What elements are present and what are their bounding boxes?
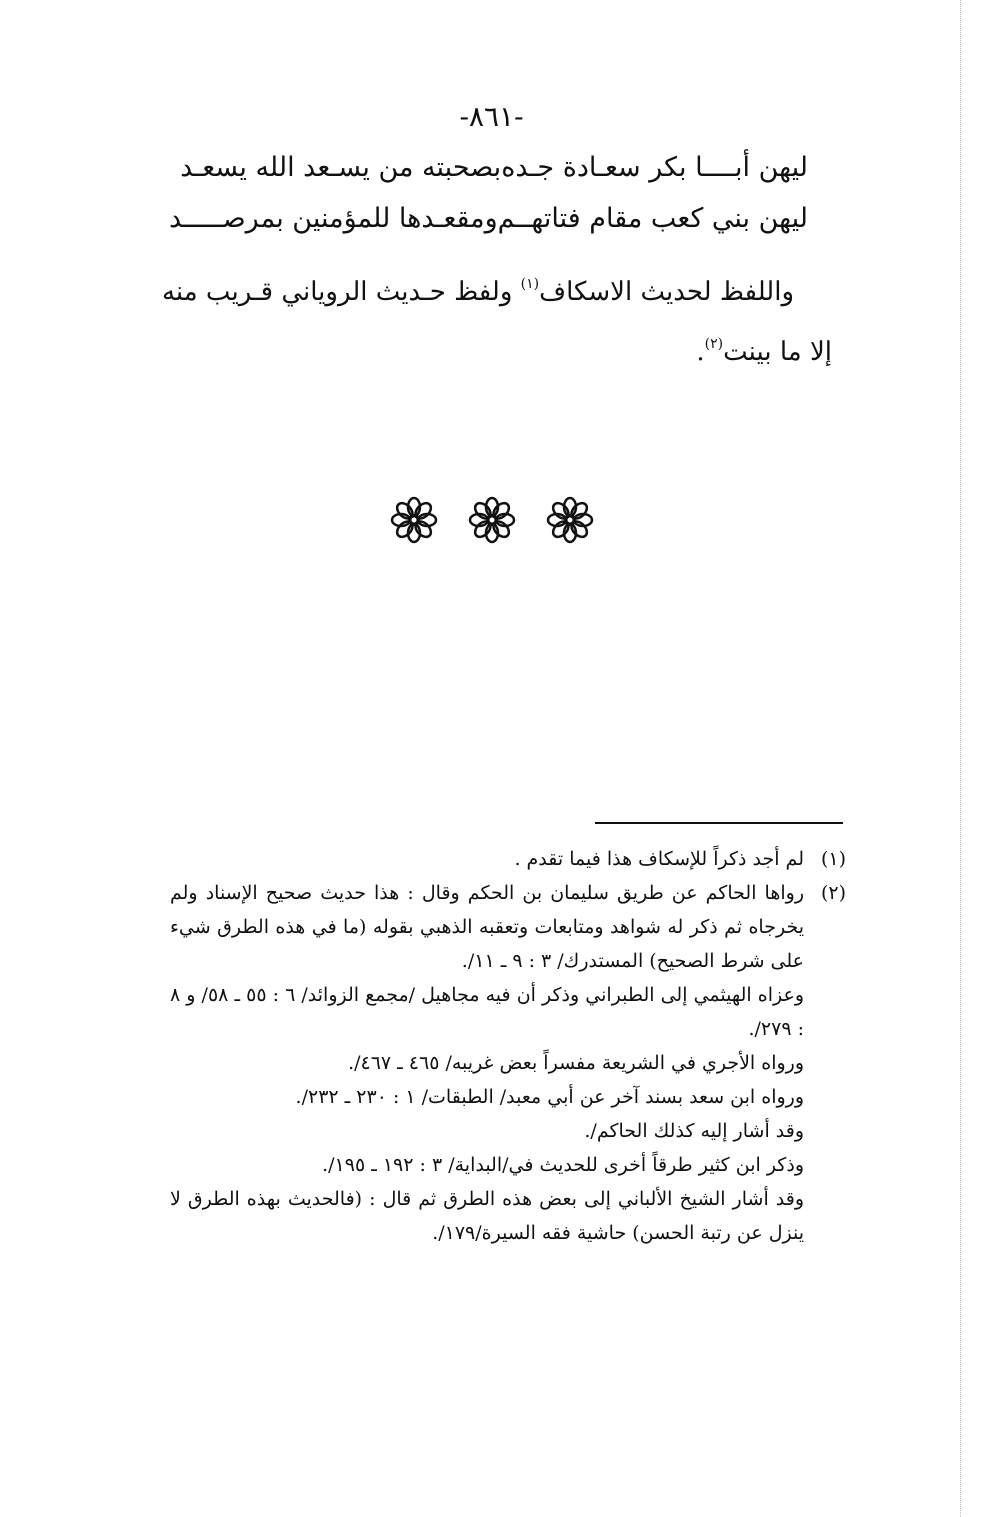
flower-rosette-icon: [544, 494, 596, 546]
paragraph-line: [160, 258, 832, 318]
body-paragraph: [160, 258, 832, 378]
text-run: واللفظ لحديث الاسكاف: [539, 277, 794, 307]
text-run: إلا ما بينت: [723, 337, 832, 367]
section-divider-ornaments: [0, 494, 983, 546]
footnote-item: [170, 876, 846, 1250]
footnote-reference[interactable]: (٢): [704, 336, 724, 352]
flower-rosette-icon: [388, 494, 440, 546]
verse-first-hemistich: ليهن بني كعب مقام فتاتهــم: [497, 203, 808, 234]
footnote-text: وقد أشار الشيخ الألباني إلى بعض هذه الطرق ثم قال : (فالحديث بهذه الطرق لا ينزل عن رتبة الحسن) حاشية فقه السيرة/١٧٩/.: [170, 1188, 804, 1244]
footnote-item: [170, 842, 846, 876]
footnote-text: لم أجد ذكراً للإسكاف هذا فيما تقدم .: [514, 848, 804, 870]
verse-first-hemistich: ليهن أبــــا بكر سعـادة جـده: [501, 152, 808, 183]
footnote-text: رواها الحاكم عن طريق سليمان بن الحكم وقال : هذا حديث صحيح الإسناد ولم يخرجاه ثم ذكر له شواهد ومتابعات وتعقبه الذهبي بقوله (ما في هذه الطرق شيء على شرط الصحيح) المستدرك/ ٣ : ٩ ـ ١١/.: [170, 882, 804, 972]
footnote-text: وقد أشار إليه كذلك الحاكم/.: [584, 1120, 804, 1142]
footnote-separator-rule: [595, 822, 843, 824]
paragraph-line: [160, 318, 832, 378]
footnote-number: (٢): [820, 882, 846, 904]
footnote-number: (١): [820, 848, 846, 870]
text-run: ولفظ حـديث الروياني قـريب منه: [161, 277, 521, 307]
footnote-reference[interactable]: (١): [520, 276, 540, 292]
footnote-text: وعزاه الهيثمي إلى الطبراني وذكر أن فيه مجاهيل /مجمع الزوائد/ ٦ : ٥٥ ـ ٥٨/ و ٨ : ٢٧٩/.: [170, 984, 804, 1040]
page-number: -٨٦١-: [459, 100, 524, 133]
footnote-body: [170, 842, 804, 876]
poem-verse: [169, 203, 808, 234]
footnotes-section: [170, 842, 846, 1250]
footnote-text: وذكر ابن كثير طرقاً أخرى للحديث في/البداية/ ٣ : ١٩٢ ـ ١٩٥/.: [322, 1154, 804, 1176]
text-run: .: [696, 337, 705, 367]
scan-edge: [960, 0, 961, 1517]
footnote-text: ورواه ابن سعد بسند آخر عن أبي معبد/ الطبقات/ ١ : ٢٣٠ ـ ٢٣٢/.: [295, 1086, 804, 1108]
flower-rosette-icon: [466, 494, 518, 546]
verse-second-hemistich: بصحبته من يسـعد الله يسعـد: [180, 152, 502, 183]
verse-second-hemistich: ومقعـدها للمؤمنين بمرصـــــد: [169, 203, 498, 234]
poem-verse: [180, 152, 808, 183]
footnote-body: [170, 876, 804, 1250]
footnote-text: ورواه الأجري في الشريعة مفسراً بعض غريبه/ ٤٦٥ ـ ٤٦٧/.: [348, 1052, 804, 1074]
